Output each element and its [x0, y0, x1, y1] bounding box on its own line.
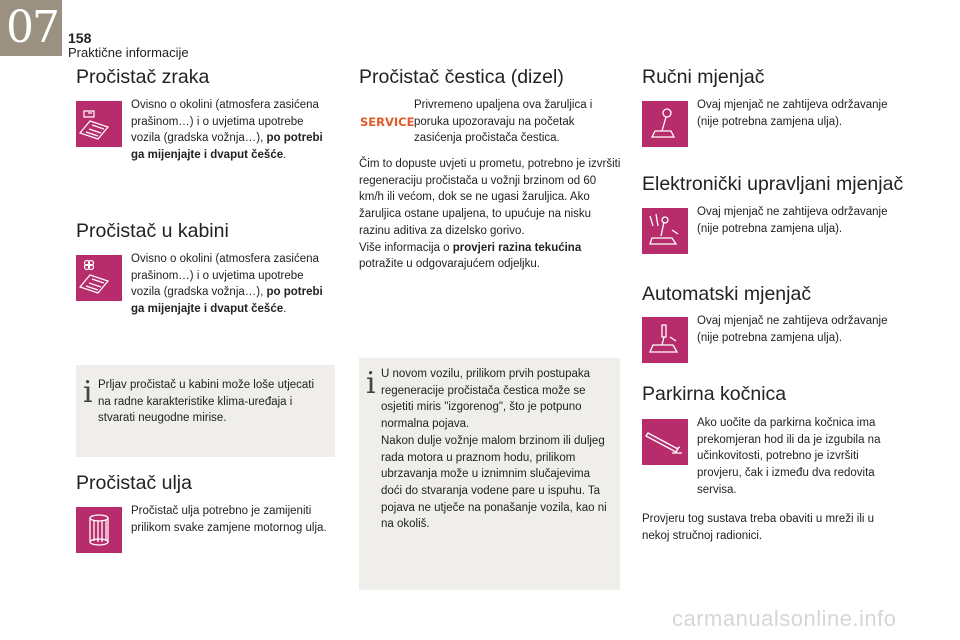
- oil-filter-heading: Pročistač ulja: [76, 472, 192, 494]
- service-warning-icon: [360, 113, 415, 129]
- svg-text:SERVICE: SERVICE: [360, 115, 415, 129]
- particle-filter-heading: Pročistač čestica (dizel): [359, 66, 564, 88]
- electronic-gearbox-icon: [642, 208, 688, 254]
- air-filter-heading: Pročistač zraka: [76, 66, 210, 88]
- manual-gearbox-text: Ovaj mjenjač ne zahtijeva održavanje (nije potrebna zamjena ulja).: [697, 99, 888, 128]
- oil-filter-text: Pročistač ulja potrebno je zamijeniti prilikom svake zamjene motornog ulja.: [131, 505, 327, 534]
- info-icon: i: [83, 375, 93, 410]
- cabin-filter-text: Ovisno o okolini (atmosfera zasićena prašinom…) i o uvjetima upotrebe vozila (gradska vožnja…), po potrebi ga mijenjajte i dvaput češće.: [131, 253, 323, 316]
- cabin-filter-note: [76, 365, 335, 457]
- automatic-gearbox-heading: Automatski mjenjač: [642, 283, 812, 305]
- air-filter-text: Ovisno o okolini (atmosfera zasićena prašinom…) i o uvjetima upotrebe vozila (gradska vožnja…), po potrebi ga mijenjajte i dvaput češće.: [131, 99, 323, 162]
- particle-filter-instructions: Čim to dopuste uvjeti u prometu, potrebno je izvršiti regeneraciju pročistača u vožnji brzinom od 60 km/h ili većom, dok se ne ugasi žaruljica. Ako žaruljica ostane upaljena, to upućuje na nisku razinu aditiva za dizelsko gorivo. Više informacija o provjeri razina tekućina potražite u odgovarajućem odjeljku.: [359, 158, 621, 271]
- automatic-gearbox-icon: [642, 317, 688, 363]
- automatic-gearbox-text: Ovaj mjenjač ne zahtijeva održavanje (nije potrebna zamjena ulja).: [697, 315, 888, 344]
- watermark: carmanualsonline.info: [672, 606, 897, 631]
- manual-gearbox-heading: Ručni mjenjač: [642, 66, 765, 88]
- oil-filter-icon: [76, 507, 122, 553]
- particle-filter-note: [359, 358, 620, 590]
- electronic-gearbox-heading: Elektronički upravljani mjenjač: [642, 173, 904, 195]
- cabin-note-text: Prljav pročistač u kabini može loše utjecati na radne karakteristike klima-uređaja i stvarati neugodne mirise.: [98, 379, 315, 425]
- cabin-filter-icon: [76, 255, 122, 301]
- parking-brake-check: Provjeru tog sustava treba obaviti u mreži ili u nekoj stručnoj radionici.: [642, 513, 875, 542]
- parking-brake-text: Ako uočite da parkirna kočnica ima prekomjeran hod ili da je izgubila na učinkovitosti, potrebno je izvršiti provjeru, čak i između dva redovita servisa.: [697, 417, 881, 496]
- air-filter-icon: [76, 101, 122, 147]
- parking-brake-heading: Parkirna kočnica: [642, 383, 787, 405]
- chapter-tab: [0, 0, 62, 56]
- chapter-number: 07: [6, 2, 58, 53]
- electronic-gearbox-text: Ovaj mjenjač ne zahtijeva održavanje (nije potrebna zamjena ulja).: [697, 206, 888, 235]
- cabin-filter-heading: Pročistač u kabini: [76, 220, 229, 242]
- section-title: Praktične informacije: [68, 45, 189, 60]
- parking-brake-icon: [642, 419, 688, 465]
- info-icon: i: [366, 366, 376, 401]
- particle-filter-warning: Privremeno upaljena ova žaruljica i poruka upozoravaju na početak zasićenja pročistača čestica.: [414, 99, 593, 145]
- particle-note-text: U novom vozilu, prilikom prvih postupaka regeneracije pročistača čestica može se osjetiti miris "izgorenog", što je potpuno normalna pojava. Nakon dulje vožnje malom brzinom ili duljeg rada motora u praznom hodu, prilikom ubrzavanja može u iznimnim slučajevima doći do stvaranja vodene pare u ispuhu. Ta pojava ne utječe na ponašanje vozila, kao ni na okoliš.: [381, 368, 607, 531]
- gear-lever-icon: [642, 101, 688, 147]
- page-number: 158: [68, 30, 92, 46]
